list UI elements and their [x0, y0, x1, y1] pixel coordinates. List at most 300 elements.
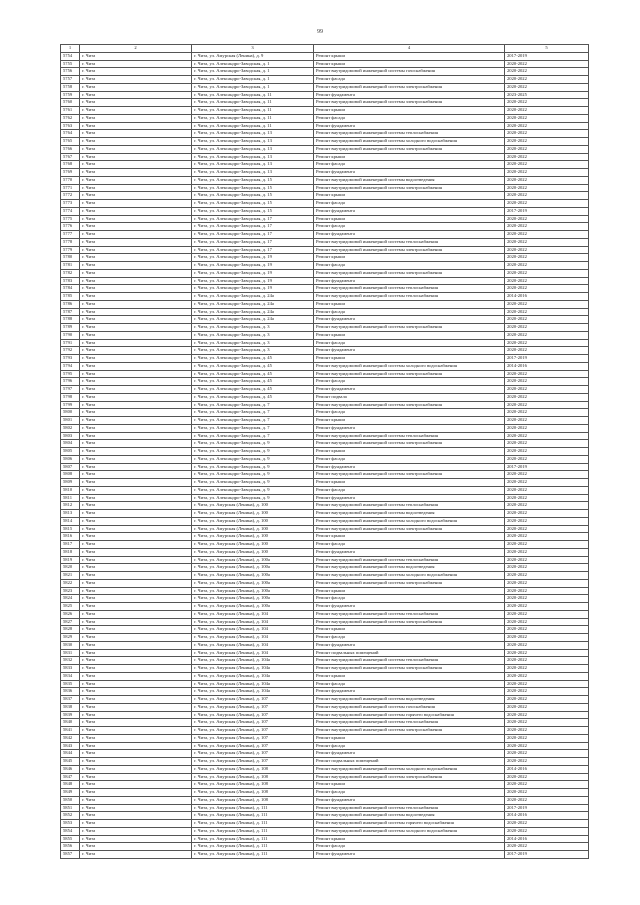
address-cell: г. Чита, ул. Александро-Заводская, д. 24а — [192, 308, 314, 316]
address-cell: г. Чита, ул. Александро-Заводская, д. 19 — [192, 285, 314, 293]
period-cell: 2020-2022 — [505, 393, 589, 401]
period-cell: 2020-2022 — [505, 285, 589, 293]
work-type-cell: Ремонт внутридомовой инженерной системы водоотведения — [314, 510, 505, 518]
period-cell: 2020-2022 — [505, 727, 589, 735]
table-row — [61, 60, 589, 68]
address-cell: г. Чита, ул. Амурская (Ленина), д. 107 — [192, 758, 314, 766]
address-cell: г. Чита, ул. Амурская (Ленина), д. 104а — [192, 672, 314, 680]
address-cell: г. Чита, ул. Амурская (Ленина), д. 100а — [192, 603, 314, 611]
address-cell: г. Чита, ул. Амурская (Ленина), д. 9 — [192, 52, 314, 60]
row-number-cell: 5762 — [61, 114, 80, 122]
row-number-cell: 5796 — [61, 378, 80, 386]
work-type-cell: Ремонт подвальных помещений — [314, 758, 505, 766]
period-cell: 2020-2022 — [505, 254, 589, 262]
address-cell: г. Чита, ул. Александро-Заводская, д. 11 — [192, 91, 314, 99]
work-type-cell: Ремонт внутридомовой инженерной системы электроснабжения — [314, 773, 505, 781]
address-cell: г. Чита, ул. Александро-Заводская, д. 9 — [192, 440, 314, 448]
period-cell: 2020-2022 — [505, 269, 589, 277]
town-cell: г. Чита — [80, 541, 192, 549]
row-number-cell: 5817 — [61, 541, 80, 549]
table-row — [61, 432, 589, 440]
table-row — [61, 626, 589, 634]
table-row — [61, 517, 589, 525]
row-number-cell: 5825 — [61, 603, 80, 611]
work-type-cell: Ремонт фундамента — [314, 231, 505, 239]
work-type-cell: Ремонт фундамента — [314, 641, 505, 649]
address-cell: г. Чита, ул. Амурская (Ленина), д. 104а — [192, 688, 314, 696]
town-cell: г. Чита — [80, 626, 192, 634]
table-row — [61, 734, 589, 742]
table-row — [61, 703, 589, 711]
row-number-cell: 5761 — [61, 107, 80, 115]
period-cell: 2020-2022 — [505, 680, 589, 688]
period-cell: 2020-2022 — [505, 184, 589, 192]
period-cell: 2014-2016 — [505, 362, 589, 370]
table-row — [61, 672, 589, 680]
town-cell: г. Чита — [80, 76, 192, 84]
table-row — [61, 603, 589, 611]
work-type-cell: Ремонт внутридомовой инженерной системы электроснабжения — [314, 525, 505, 533]
table-row — [61, 362, 589, 370]
period-cell: 2020-2022 — [505, 200, 589, 208]
row-number-cell: 5782 — [61, 269, 80, 277]
table-row — [61, 308, 589, 316]
period-cell: 2020-2022 — [505, 641, 589, 649]
address-cell: г. Чита, ул. Александро-Заводская, д. 1 — [192, 68, 314, 76]
period-cell: 2020-2022 — [505, 215, 589, 223]
row-number-cell: 5776 — [61, 223, 80, 231]
table-row — [61, 52, 589, 60]
town-cell: г. Чита — [80, 386, 192, 394]
period-cell: 2017-2019 — [505, 851, 589, 859]
table-row — [61, 331, 589, 339]
work-type-cell: Ремонт фундамента — [314, 494, 505, 502]
work-type-cell: Ремонт фасада — [314, 455, 505, 463]
row-number-cell: 5851 — [61, 804, 80, 812]
period-cell: 2020-2022 — [505, 634, 589, 642]
address-cell: г. Чита, ул. Александро-Заводская, д. 15 — [192, 184, 314, 192]
work-type-cell: Ремонт фасада — [314, 262, 505, 270]
table-row — [61, 548, 589, 556]
work-type-cell: Ремонт внутридомовой инженерной системы водоотведения — [314, 176, 505, 184]
period-cell: 2020-2022 — [505, 587, 589, 595]
work-type-cell: Ремонт фасада — [314, 843, 505, 851]
table-row — [61, 91, 589, 99]
address-cell: г. Чита, ул. Амурская (Ленина), д. 107 — [192, 727, 314, 735]
work-type-cell: Ремонт фасада — [314, 308, 505, 316]
table-row — [61, 285, 589, 293]
address-cell: г. Чита, ул. Александро-Заводская, д. 3 — [192, 347, 314, 355]
town-cell: г. Чита — [80, 502, 192, 510]
work-type-cell: Ремонт внутридомовой инженерной системы водоотведения — [314, 696, 505, 704]
town-cell: г. Чита — [80, 843, 192, 851]
address-cell: г. Чита, ул. Амурская (Ленина), д. 108 — [192, 765, 314, 773]
row-number-cell: 5839 — [61, 711, 80, 719]
row-number-cell: 5855 — [61, 835, 80, 843]
period-cell: 2020-2022 — [505, 773, 589, 781]
row-number-cell: 5856 — [61, 843, 80, 851]
address-cell: г. Чита, ул. Амурская (Ленина), д. 104 — [192, 618, 314, 626]
work-type-cell: Ремонт внутридомовой инженерной системы холодного водоснабжения — [314, 362, 505, 370]
work-type-cell: Ремонт внутридомовой инженерной системы теплоснабжения — [314, 502, 505, 510]
table-row — [61, 812, 589, 820]
row-number-cell: 5759 — [61, 91, 80, 99]
address-cell: г. Чита, ул. Александро-Заводская, д. 45 — [192, 355, 314, 363]
row-number-cell: 5760 — [61, 99, 80, 107]
work-type-cell: Ремонт внутридомовой инженерной системы электроснабжения — [314, 471, 505, 479]
work-type-cell: Ремонт фундамента — [314, 548, 505, 556]
town-cell: г. Чита — [80, 308, 192, 316]
period-cell: 2020-2022 — [505, 417, 589, 425]
work-type-cell: Ремонт внутридомовой инженерной системы электроснабжения — [314, 246, 505, 254]
address-cell: г. Чита, ул. Амурская (Ленина), д. 107 — [192, 703, 314, 711]
period-cell: 2020-2022 — [505, 386, 589, 394]
row-number-cell: 5769 — [61, 169, 80, 177]
table-row — [61, 750, 589, 758]
address-cell: г. Чита, ул. Александро-Заводская, д. 17 — [192, 246, 314, 254]
row-number-cell: 5765 — [61, 138, 80, 146]
table-row — [61, 122, 589, 130]
town-cell: г. Чита — [80, 548, 192, 556]
town-cell: г. Чита — [80, 169, 192, 177]
period-cell: 2020-2022 — [505, 455, 589, 463]
address-cell: г. Чита, ул. Амурская (Ленина), д. 111 — [192, 851, 314, 859]
row-number-cell: 5803 — [61, 432, 80, 440]
row-number-cell: 5810 — [61, 486, 80, 494]
table-row — [61, 827, 589, 835]
town-cell: г. Чита — [80, 184, 192, 192]
address-cell: г. Чита, ул. Александро-Заводская, д. 13 — [192, 130, 314, 138]
address-cell: г. Чита, ул. Амурская (Ленина), д. 111 — [192, 804, 314, 812]
table-row — [61, 231, 589, 239]
town-cell: г. Чита — [80, 293, 192, 301]
period-cell: 2020-2022 — [505, 820, 589, 828]
period-cell: 2020-2022 — [505, 827, 589, 835]
town-cell: г. Чита — [80, 378, 192, 386]
town-cell: г. Чита — [80, 331, 192, 339]
address-cell: г. Чита, ул. Амурская (Ленина), д. 104 — [192, 641, 314, 649]
row-number-cell: 5818 — [61, 548, 80, 556]
table-row — [61, 262, 589, 270]
table-row — [61, 765, 589, 773]
period-cell: 2020-2022 — [505, 541, 589, 549]
work-type-cell: Ремонт фасада — [314, 339, 505, 347]
work-type-cell: Ремонт внутридомовой инженерной системы водоотведения — [314, 564, 505, 572]
row-number-cell: 5820 — [61, 564, 80, 572]
work-type-cell: Ремонт фасада — [314, 378, 505, 386]
town-cell: г. Чита — [80, 68, 192, 76]
period-cell: 2020-2022 — [505, 401, 589, 409]
town-cell: г. Чита — [80, 130, 192, 138]
row-number-cell: 5847 — [61, 773, 80, 781]
work-type-cell: Ремонт внутридомовой инженерной системы электроснабжения — [314, 665, 505, 673]
work-type-cell: Ремонт фасада — [314, 742, 505, 750]
row-number-cell: 5802 — [61, 424, 80, 432]
town-cell: г. Чита — [80, 370, 192, 378]
table-row — [61, 138, 589, 146]
address-cell: г. Чита, ул. Амурская (Ленина), д. 107 — [192, 696, 314, 704]
address-cell: г. Чита, ул. Амурская (Ленина), д. 100 — [192, 517, 314, 525]
table-header-row — [61, 45, 589, 53]
row-number-cell: 5778 — [61, 238, 80, 246]
address-cell: г. Чита, ул. Амурская (Ленина), д. 100 — [192, 548, 314, 556]
town-cell: г. Чита — [80, 820, 192, 828]
row-number-cell: 5827 — [61, 618, 80, 626]
work-type-cell: Ремонт внутридомовой инженерной системы холодного водоснабжения — [314, 138, 505, 146]
row-number-cell: 5815 — [61, 525, 80, 533]
table-row — [61, 463, 589, 471]
repair-schedule-table — [60, 44, 589, 859]
period-cell: 2020-2022 — [505, 176, 589, 184]
address-cell: г. Чита, ул. Александро-Заводская, д. 17 — [192, 223, 314, 231]
work-type-cell: Ремонт внутридомовой инженерной системы теплоснабжения — [314, 657, 505, 665]
row-number-cell: 5846 — [61, 765, 80, 773]
work-type-cell: Ремонт фундамента — [314, 424, 505, 432]
table-row — [61, 401, 589, 409]
town-cell: г. Чита — [80, 254, 192, 262]
work-type-cell: Ремонт внутридомовой инженерной системы электроснабжения — [314, 99, 505, 107]
address-cell: г. Чита, ул. Александро-Заводская, д. 3 — [192, 339, 314, 347]
work-type-cell: Ремонт фасада — [314, 680, 505, 688]
town-cell: г. Чита — [80, 742, 192, 750]
address-cell: г. Чита, ул. Александро-Заводская, д. 7 — [192, 409, 314, 417]
address-cell: г. Чита, ул. Амурская (Ленина), д. 104 — [192, 634, 314, 642]
period-cell: 2020-2022 — [505, 781, 589, 789]
period-cell: 2014-2016 — [505, 293, 589, 301]
row-number-cell: 5774 — [61, 207, 80, 215]
period-cell: 2020-2022 — [505, 339, 589, 347]
table-row — [61, 556, 589, 564]
row-number-cell: 5838 — [61, 703, 80, 711]
table-row — [61, 510, 589, 518]
row-number-cell: 5842 — [61, 734, 80, 742]
address-cell: г. Чита, ул. Александро-Заводская, д. 11 — [192, 99, 314, 107]
work-type-cell: Ремонт фасада — [314, 223, 505, 231]
address-cell: г. Чита, ул. Александро-Заводская, д. 15 — [192, 207, 314, 215]
work-type-cell: Ремонт крыши — [314, 587, 505, 595]
town-cell: г. Чита — [80, 238, 192, 246]
period-cell: 2020-2022 — [505, 424, 589, 432]
row-number-cell: 5835 — [61, 680, 80, 688]
column-header: 3 — [192, 45, 314, 53]
period-cell: 2020-2022 — [505, 83, 589, 91]
town-cell: г. Чита — [80, 52, 192, 60]
work-type-cell: Ремонт внутридомовой инженерной системы водоотведения — [314, 812, 505, 820]
town-cell: г. Чита — [80, 789, 192, 797]
row-number-cell: 5805 — [61, 448, 80, 456]
row-number-cell: 5811 — [61, 494, 80, 502]
town-cell: г. Чита — [80, 83, 192, 91]
town-cell: г. Чита — [80, 750, 192, 758]
address-cell: г. Чита, ул. Амурская (Ленина), д. 104а — [192, 680, 314, 688]
town-cell: г. Чита — [80, 440, 192, 448]
table-row — [61, 471, 589, 479]
table-row — [61, 789, 589, 797]
address-cell: г. Чита, ул. Амурская (Ленина), д. 104 — [192, 610, 314, 618]
table-row — [61, 107, 589, 115]
town-cell: г. Чита — [80, 114, 192, 122]
work-type-cell: Ремонт внутридомовой инженерной системы теплоснабжения — [314, 285, 505, 293]
town-cell: г. Чита — [80, 773, 192, 781]
address-cell: г. Чита, ул. Александро-Заводская, д. 3 — [192, 324, 314, 332]
town-cell: г. Чита — [80, 579, 192, 587]
table-row — [61, 595, 589, 603]
address-cell: г. Чита, ул. Александро-Заводская, д. 1 — [192, 76, 314, 84]
work-type-cell: Ремонт фасада — [314, 595, 505, 603]
row-number-cell: 5755 — [61, 60, 80, 68]
address-cell: г. Чита, ул. Александро-Заводская, д. 11 — [192, 122, 314, 130]
row-number-cell: 5763 — [61, 122, 80, 130]
address-cell: г. Чита, ул. Александро-Заводская, д. 7 — [192, 424, 314, 432]
address-cell: г. Чита, ул. Александро-Заводская, д. 13 — [192, 153, 314, 161]
address-cell: г. Чита, ул. Александро-Заводская, д. 19 — [192, 254, 314, 262]
table-row — [61, 564, 589, 572]
address-cell: г. Чита, ул. Амурская (Ленина), д. 104а — [192, 665, 314, 673]
period-cell: 2020-2022 — [505, 548, 589, 556]
town-cell: г. Чита — [80, 192, 192, 200]
town-cell: г. Чита — [80, 719, 192, 727]
town-cell: г. Чита — [80, 91, 192, 99]
town-cell: г. Чита — [80, 486, 192, 494]
work-type-cell: Ремонт внутридомовой инженерной системы газоснабжения — [314, 703, 505, 711]
table-row — [61, 316, 589, 324]
address-cell: г. Чита, ул. Александро-Заводская, д. 3 — [192, 331, 314, 339]
work-type-cell: Ремонт фундамента — [314, 851, 505, 859]
address-cell: г. Чита, ул. Александро-Заводская, д. 7 — [192, 401, 314, 409]
address-cell: г. Чита, ул. Александро-Заводская, д. 13 — [192, 161, 314, 169]
column-header: 5 — [505, 45, 589, 53]
address-cell: г. Чита, ул. Александро-Заводская, д. 13 — [192, 145, 314, 153]
work-type-cell: Ремонт фасада — [314, 541, 505, 549]
table-row — [61, 649, 589, 657]
period-cell: 2020-2022 — [505, 153, 589, 161]
table-row — [61, 843, 589, 851]
table-row — [61, 83, 589, 91]
town-cell: г. Чита — [80, 804, 192, 812]
period-cell: 2020-2022 — [505, 192, 589, 200]
period-cell: 2020-2022 — [505, 432, 589, 440]
table-row — [61, 579, 589, 587]
work-type-cell: Ремонт фундамента — [314, 277, 505, 285]
town-cell: г. Чита — [80, 432, 192, 440]
address-cell: г. Чита, ул. Амурская (Ленина), д. 108 — [192, 796, 314, 804]
row-number-cell: 5823 — [61, 587, 80, 595]
table-row — [61, 277, 589, 285]
town-cell: г. Чита — [80, 316, 192, 324]
address-cell: г. Чита, ул. Александро-Заводская, д. 7 — [192, 417, 314, 425]
row-number-cell: 5819 — [61, 556, 80, 564]
work-type-cell: Ремонт крыши — [314, 60, 505, 68]
table-row — [61, 76, 589, 84]
period-cell: 2020-2022 — [505, 564, 589, 572]
period-cell: 2020-2022 — [505, 665, 589, 673]
work-type-cell: Ремонт фасада — [314, 200, 505, 208]
table-row — [61, 300, 589, 308]
period-cell: 2020-2022 — [505, 525, 589, 533]
row-number-cell: 5754 — [61, 52, 80, 60]
period-cell: 2020-2022 — [505, 440, 589, 448]
period-cell: 2020-2022 — [505, 494, 589, 502]
table-row — [61, 153, 589, 161]
town-cell: г. Чита — [80, 200, 192, 208]
row-number-cell: 5821 — [61, 572, 80, 580]
town-cell: г. Чита — [80, 471, 192, 479]
table-row — [61, 440, 589, 448]
work-type-cell: Ремонт крыши — [314, 479, 505, 487]
row-number-cell: 5775 — [61, 215, 80, 223]
row-number-cell: 5801 — [61, 417, 80, 425]
period-cell: 2020-2022 — [505, 688, 589, 696]
row-number-cell: 5833 — [61, 665, 80, 673]
row-number-cell: 5766 — [61, 145, 80, 153]
address-cell: г. Чита, ул. Амурская (Ленина), д. 100 — [192, 510, 314, 518]
work-type-cell: Ремонт крыши — [314, 448, 505, 456]
period-cell: 2020-2022 — [505, 626, 589, 634]
address-cell: г. Чита, ул. Александро-Заводская, д. 19 — [192, 262, 314, 270]
address-cell: г. Чита, ул. Амурская (Ленина), д. 104 — [192, 626, 314, 634]
address-cell: г. Чита, ул. Амурская (Ленина), д. 100а — [192, 564, 314, 572]
period-cell: 2020-2022 — [505, 308, 589, 316]
town-cell: г. Чита — [80, 525, 192, 533]
work-type-cell: Ремонт крыши — [314, 215, 505, 223]
address-cell: г. Чита, ул. Амурская (Ленина), д. 108 — [192, 773, 314, 781]
table-row — [61, 184, 589, 192]
period-cell: 2020-2022 — [505, 246, 589, 254]
period-cell: 2020-2022 — [505, 734, 589, 742]
row-number-cell: 5848 — [61, 781, 80, 789]
period-cell: 2020-2022 — [505, 742, 589, 750]
page-number: 99 — [317, 29, 323, 35]
town-cell: г. Чита — [80, 517, 192, 525]
town-cell: г. Чита — [80, 448, 192, 456]
town-cell: г. Чита — [80, 401, 192, 409]
period-cell: 2020-2022 — [505, 502, 589, 510]
address-cell: г. Чита, ул. Амурская (Ленина), д. 100а — [192, 556, 314, 564]
period-cell: 2020-2022 — [505, 471, 589, 479]
town-cell: г. Чита — [80, 122, 192, 130]
work-type-cell: Ремонт фундамента — [314, 316, 505, 324]
town-cell: г. Чита — [80, 277, 192, 285]
work-type-cell: Ремонт крыши — [314, 254, 505, 262]
row-number-cell: 5849 — [61, 789, 80, 797]
work-type-cell: Ремонт крыши — [314, 52, 505, 60]
address-cell: г. Чита, ул. Амурская (Ленина), д. 107 — [192, 750, 314, 758]
table-row — [61, 424, 589, 432]
row-number-cell: 5781 — [61, 262, 80, 270]
row-number-cell: 5792 — [61, 347, 80, 355]
table-row — [61, 293, 589, 301]
town-cell: г. Чита — [80, 207, 192, 215]
table-row — [61, 494, 589, 502]
table-row — [61, 502, 589, 510]
row-number-cell: 5807 — [61, 463, 80, 471]
table-row — [61, 641, 589, 649]
town-cell: г. Чита — [80, 665, 192, 673]
address-cell: г. Чита, ул. Александро-Заводская, д. 17 — [192, 231, 314, 239]
work-type-cell: Ремонт внутридомовой инженерной системы холодного водоснабжения — [314, 765, 505, 773]
period-cell: 2020-2022 — [505, 579, 589, 587]
row-number-cell: 5816 — [61, 533, 80, 541]
work-type-cell: Ремонт внутридомовой инженерной системы газоснабжения — [314, 68, 505, 76]
town-cell: г. Чита — [80, 300, 192, 308]
period-cell: 2020-2022 — [505, 277, 589, 285]
period-cell: 2020-2022 — [505, 107, 589, 115]
town-cell: г. Чита — [80, 649, 192, 657]
town-cell: г. Чита — [80, 680, 192, 688]
address-cell: г. Чита, ул. Амурская (Ленина), д. 111 — [192, 820, 314, 828]
town-cell: г. Чита — [80, 176, 192, 184]
town-cell: г. Чита — [80, 618, 192, 626]
